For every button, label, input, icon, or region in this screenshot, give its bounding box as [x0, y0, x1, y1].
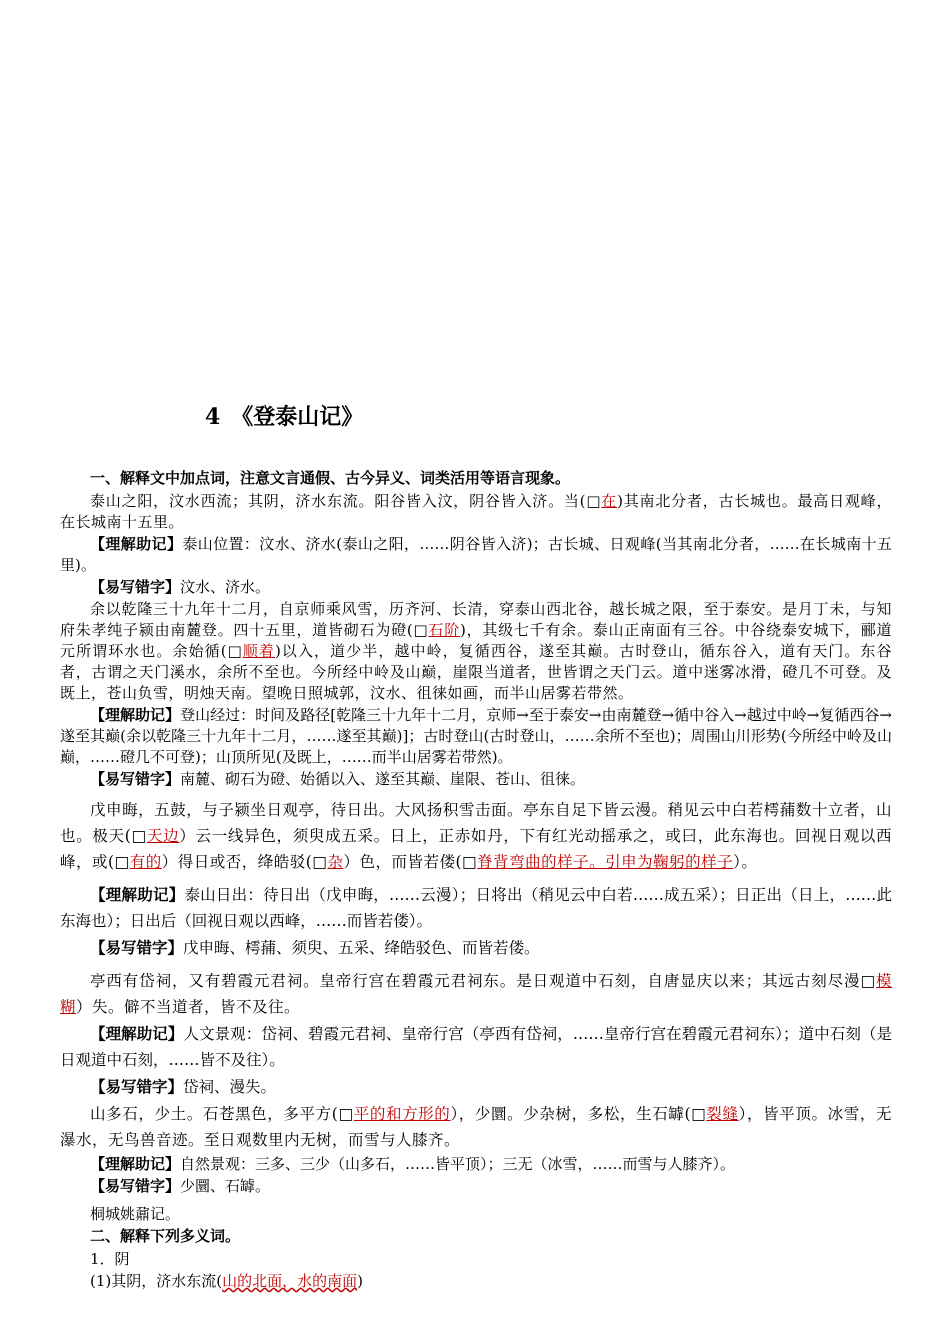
note-text: 泰山日出：待日出（戊申晦，……云漫）；日将出（稍见云中白若……成五采）；日正出（日上，……此东海也）；日出后（回视日观以西峰，……而皆若偻）。: [60, 886, 892, 930]
typo-note: [60, 577, 892, 598]
comprehension-note: [60, 1021, 892, 1073]
document-body: [60, 468, 892, 1293]
answer-fill: 平的和方形的: [353, 1105, 451, 1123]
answer-fill: 在: [601, 492, 618, 510]
typo-note: [60, 769, 892, 790]
note-text: 南麓、砌石为磴、始循以入、遂至其巅、崖限、苍山、徂徕。: [180, 770, 586, 788]
note-text: 人文景观：岱祠、碧霞元君祠、皇帝行宫（亭西有岱祠，……皇帝行宫在碧霞元君祠东）；道中石刻（是日观道中石刻，……皆不及往）。: [60, 1025, 892, 1069]
passage-paragraph: [60, 797, 892, 875]
passage-text: ）。: [733, 853, 758, 871]
note-text: 自然景观：三多、三少（山多石，……皆平顶）；三无（冰雪，……而雪与人膝齐）。: [180, 1155, 736, 1173]
example-text: ): [357, 1272, 363, 1290]
passage-text: ）色，而皆若偻(□: [343, 853, 478, 871]
note-text: 少圜、石罅。: [180, 1177, 271, 1195]
passage-text: )以入，道少半，越中岭，复循西谷，遂至其巅。古时登山，循东谷入，道有天门。东谷者，古谓之天门溪水，余所不至也。今所经中岭及山巅，崖限当道者，世皆谓之天门云。道中迷雾冰滑，磴几不可登。及既上，苍山负雪，明烛天南。望晚日照城郭，汶水、徂徕如画，而半山居雾若带然。: [60, 642, 892, 702]
passage-text: ），皆平顶。冰雪，无瀑水，无鸟兽音迹。至日观数里内无树，而雪与人膝齐。: [60, 1105, 892, 1149]
example-text: (1)其阴，济水东流(: [90, 1272, 223, 1290]
typo-note: [60, 935, 892, 961]
comprehension-note: [60, 705, 892, 768]
note-text: 岱祠、漫失。: [183, 1078, 277, 1096]
passage-text: 戊申晦，五鼓，与子颍坐日观亭，待日出。大风扬积雪击面。亭东自足下皆云漫。稍见云中白若樗蒱数十立者，山也。极天(□: [60, 801, 892, 845]
note-tag: 【易写错字】: [90, 1177, 181, 1195]
comprehension-note: [60, 534, 892, 576]
answer-fill: 山的北面，水的南面: [222, 1272, 358, 1290]
answer-fill: 天边: [146, 827, 180, 845]
passage-paragraph: [60, 491, 892, 533]
note-tag: 【理解助记】: [90, 706, 181, 724]
note-tag: 【理解助记】: [90, 1024, 184, 1043]
note-text: 登山经过：时间及路径[乾隆三十九年十二月，京师→至于泰安→由南麓登→循中谷入→越过中岭→复循西谷→遂至其巅(余以乾隆三十九年十二月，……遂至其巅)]；古时登山(古时登山，……余所不至也)；周围山川形势(今所经中岭及山巅，……磴几不可登)；山顶所见(及既上，……而半山居雾若带然)。: [60, 706, 892, 766]
note-tag: 【理解助记】: [90, 1155, 181, 1173]
passage-text: 余以乾隆三十九年十二月，自京师乘风雪，历齐河、长清，穿泰山西北谷，越长城之限，至于泰安。是月丁未，与知府朱孝纯子颍由南麓登。四十五里，道皆砌石为磴(□: [60, 600, 892, 639]
passage-ending: 桐城姚鼐记。: [90, 1205, 181, 1223]
answer-fill: 有的: [129, 853, 162, 871]
passage-paragraph: [60, 1101, 892, 1153]
note-tag: 【理解助记】: [90, 885, 185, 904]
answer-fill: 顺着: [242, 642, 275, 660]
answer-fill: 模糊: [60, 972, 892, 1016]
answer-fill: 脊背弯曲的样子。引申为鞠躬的样子: [477, 853, 734, 871]
passage-text: 亭西有岱祠，又有碧霞元君祠。皇帝行宫在碧霞元君祠东。是日观道中石刻，自唐显庆以来；其远古刻尽漫□: [90, 972, 876, 990]
note-tag: 【理解助记】: [90, 535, 183, 553]
polysemy-item-title: 1．阴: [90, 1250, 130, 1268]
passage-text: )其南北分者，古长城也。最高日观峰，在长城南十五里。: [60, 492, 892, 531]
comprehension-note: [60, 882, 892, 934]
answer-fill: 石阶: [428, 621, 460, 639]
note-text: 泰山位置：汶水、济水(泰山之阳，……阴谷皆入济)；古长城、日观峰(当其南北分者，……在长城南十五里)。: [60, 535, 892, 574]
section1-heading: 一、解释文中加点词，注意文言通假、古今异义、词类活用等语言现象。: [90, 469, 571, 487]
passage-text: )，其级七千有余。泰山正南面有三谷。中谷绕泰安城下，郦道元所谓环水也。余始循(□: [60, 621, 893, 660]
note-tag: 【易写错字】: [90, 1077, 184, 1096]
passage-text: ）云一线异色，须臾成五采。日上，正赤如丹，下有红光动摇承之，或曰，此东海也。回视日观以西峰，或(□: [60, 827, 892, 871]
section2-heading: 二、解释下列多义词。: [90, 1227, 241, 1245]
answer-fill: 裂缝: [706, 1105, 739, 1123]
comprehension-note: [60, 1154, 892, 1175]
note-text: 汶水、济水。: [180, 578, 271, 596]
polysemy-example: [60, 1271, 892, 1292]
passage-paragraph: [60, 968, 892, 1020]
typo-note: [60, 1074, 892, 1100]
note-tag: 【易写错字】: [90, 578, 181, 596]
passage-text: 泰山之阳，汶水西流；其阴，济水东流。阳谷皆入汶，阴谷皆入济。当(□: [90, 492, 602, 510]
note-tag: 【易写错字】: [90, 938, 184, 957]
page-title: 4 《登泰山记》: [205, 404, 364, 430]
passage-text: ）得日或否，绛皓驳(□: [161, 853, 328, 871]
answer-fill: 杂: [327, 853, 344, 871]
typo-note: [60, 1176, 892, 1197]
passage-text: ）失。僻不当道者，皆不及往。: [76, 998, 301, 1016]
passage-paragraph: [60, 599, 892, 704]
passage-text: 山多石，少土。石苍黑色，多平方(□: [90, 1105, 354, 1123]
note-tag: 【易写错字】: [90, 770, 181, 788]
note-text: 戊申晦、樗蒱、须臾、五采、绛皓驳色、而皆若偻。: [183, 939, 540, 957]
passage-text: ），少圜。少杂树，多松，生石罅(□: [450, 1105, 707, 1123]
